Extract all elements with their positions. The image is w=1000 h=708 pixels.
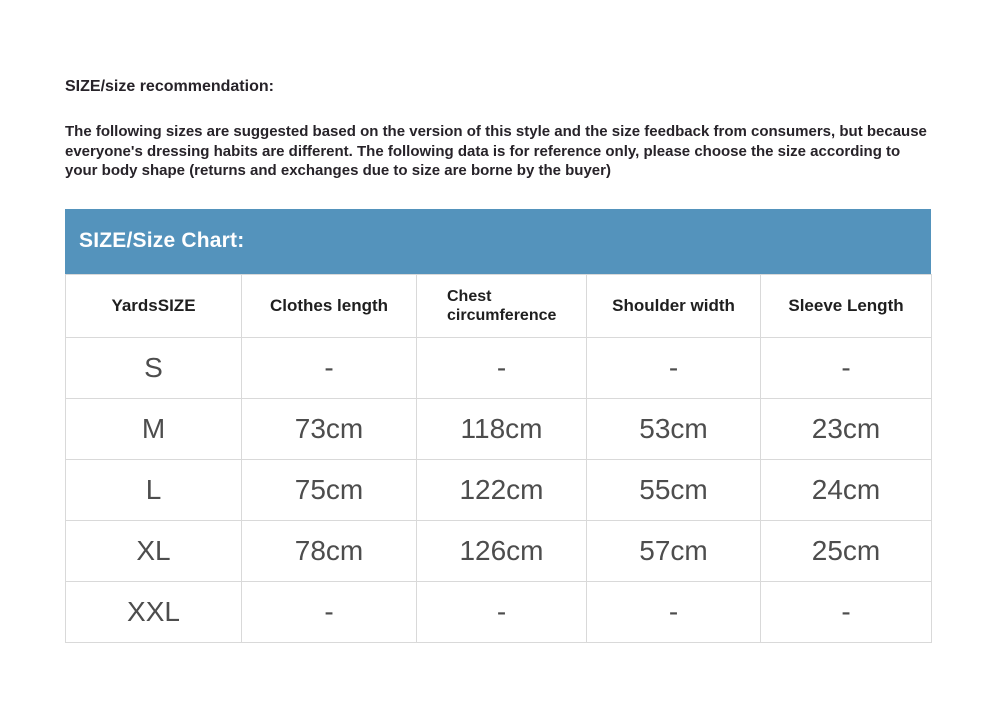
sleeve-length-cell: 25cm [761, 520, 932, 581]
chest-circumference-cell: 118cm [417, 398, 587, 459]
sleeve-length-cell: - [761, 337, 932, 398]
size-section [65, 0, 933, 643]
size-chart-title: SIZE/Size Chart: [79, 229, 245, 252]
chest-circumference-cell: 122cm [417, 459, 587, 520]
sleeve-length-cell: 24cm [761, 459, 932, 520]
table-row-l [66, 459, 932, 520]
clothes-length-cell: - [242, 337, 417, 398]
size-chart-table [65, 274, 932, 643]
table-row-m [66, 398, 932, 459]
chest-circumference-cell: 126cm [417, 520, 587, 581]
size-cell: XL [66, 520, 242, 581]
sleeve-length-cell: 23cm [761, 398, 932, 459]
size-cell: M [66, 398, 242, 459]
size-cell: XXL [66, 581, 242, 642]
column-header-chest-circumference: Chest circumference [417, 274, 587, 337]
size-recommendation-text [65, 122, 933, 181]
table-row-xl [66, 520, 932, 581]
recommendation-line-3: choose the size according to your body shape (returns and exchanges due to size are borne by the buyer) [65, 142, 901, 179]
column-header-clothes-length: Clothes length [242, 274, 417, 337]
header-row [66, 274, 932, 337]
recommendation-line-2: but because everyone's dressing habits are different. The following data is for reference only, please [65, 123, 927, 160]
column-header-sleeve-length: Sleeve Length [761, 274, 932, 337]
clothes-length-cell: 75cm [242, 459, 417, 520]
shoulder-width-cell: - [587, 581, 761, 642]
chest-circumference-cell: - [417, 337, 587, 398]
size-recommendation-heading: SIZE/size recommendation: [65, 78, 274, 95]
sleeve-length-cell: - [761, 581, 932, 642]
clothes-length-cell: 73cm [242, 398, 417, 459]
clothes-length-cell: 78cm [242, 520, 417, 581]
recommendation-line-1: The following sizes are suggested based on the version of this style and the size feedback from consumers, [65, 123, 836, 140]
shoulder-width-cell: 57cm [587, 520, 761, 581]
clothes-length-cell: - [242, 581, 417, 642]
table-row-s [66, 337, 932, 398]
column-header-shoulder-width: Shoulder width [587, 274, 761, 337]
shoulder-width-cell: 53cm [587, 398, 761, 459]
column-header-yards-size: YardsSIZE [66, 274, 242, 337]
shoulder-width-cell: - [587, 337, 761, 398]
size-cell: S [66, 337, 242, 398]
chest-circumference-cell: - [417, 581, 587, 642]
table-row-xxl [66, 581, 932, 642]
size-chart-title-bar [65, 209, 931, 274]
size-cell: L [66, 459, 242, 520]
shoulder-width-cell: 55cm [587, 459, 761, 520]
